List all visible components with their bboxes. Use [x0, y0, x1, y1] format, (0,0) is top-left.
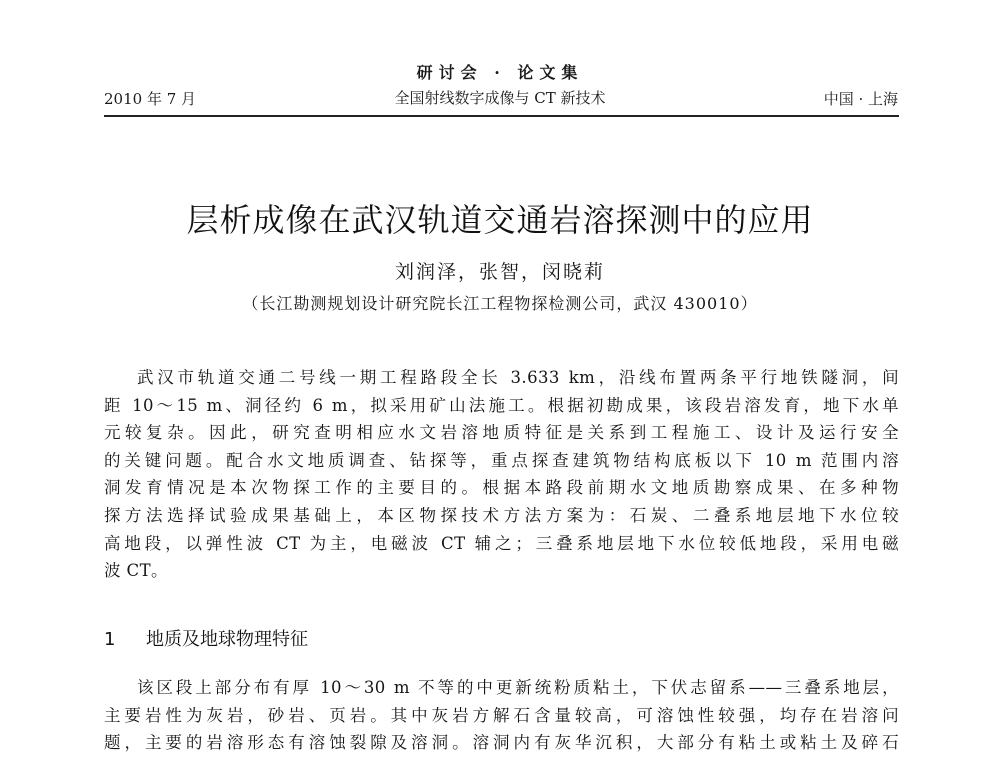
text-line: 武汉市轨道交通二号线一期工程路段全长 3.633 km，沿线布置两条平行地铁隧洞，间 [137, 368, 899, 387]
text-line: 主要岩性为灰岩，砂岩、页岩。其中灰岩方解石含量较高，可溶蚀性较强，均存在岩溶问 [104, 705, 899, 725]
text-line: 题，主要的岩溶形态有溶蚀裂隙及溶洞。溶洞内有灰华沉积，大部分有粘土或粘土及碎石 [104, 733, 899, 753]
paper-affiliation: （长江勘测规划设计研究院长江工程物探检测公司，武汉 430010） [242, 294, 758, 313]
header-series: 研讨会 · 论文集 [416, 63, 584, 82]
text-line: 的关键问题。配合水文地质调查、钻探等，重点探查建筑物结构底板以下 10 m 范围内溶 [104, 450, 899, 470]
text-line: 元较复杂。因此，研究查明相应水文岩溶地质特征是关系到工程施工、设计及运行安全 [104, 423, 899, 443]
text-line: 距 10～15 m、洞径约 6 m，拟采用矿山法施工。根据初勘成果，该段岩溶发育，地下水单 [104, 395, 899, 415]
text-line: 探方法选择试验成果基础上，本区物探技术方法方案为：石炭、二叠系地层地下水位较 [104, 505, 899, 525]
text-line: 洞发育情况是本次物探工作的主要目的。根据本路段前期水文地质勘察成果、在多种物 [104, 478, 899, 498]
section-title: 地质及地球物理特征 [146, 629, 308, 650]
text-line: 波 CT。 [104, 561, 168, 581]
body-paragraph-2 [104, 674, 899, 757]
header-location: 中国 · 上海 [823, 90, 898, 108]
paper-title: 层析成像在武汉轨道交通岩溶探测中的应用 [186, 201, 814, 239]
section-heading [104, 625, 308, 651]
header-conference: 全国射线数字成像与 CT 新技术 [394, 89, 606, 107]
header-rule [104, 115, 899, 117]
text-line: 该区段上部分布有厚 10～30 m 不等的中更新统粉质粘土，下伏志留系——三叠系地层， [137, 678, 899, 697]
text-line: 高地段，以弹性波 CT 为主，电磁波 CT 辅之；三叠系地层地下水位较低地段，采用电磁 [104, 533, 899, 553]
body-paragraph-1 [104, 364, 899, 585]
section-number: 1 [104, 629, 116, 650]
header-date: 2010 年 7 月 [104, 90, 197, 108]
paper-authors: 刘润泽，张智，闵晓莉 [394, 261, 605, 283]
